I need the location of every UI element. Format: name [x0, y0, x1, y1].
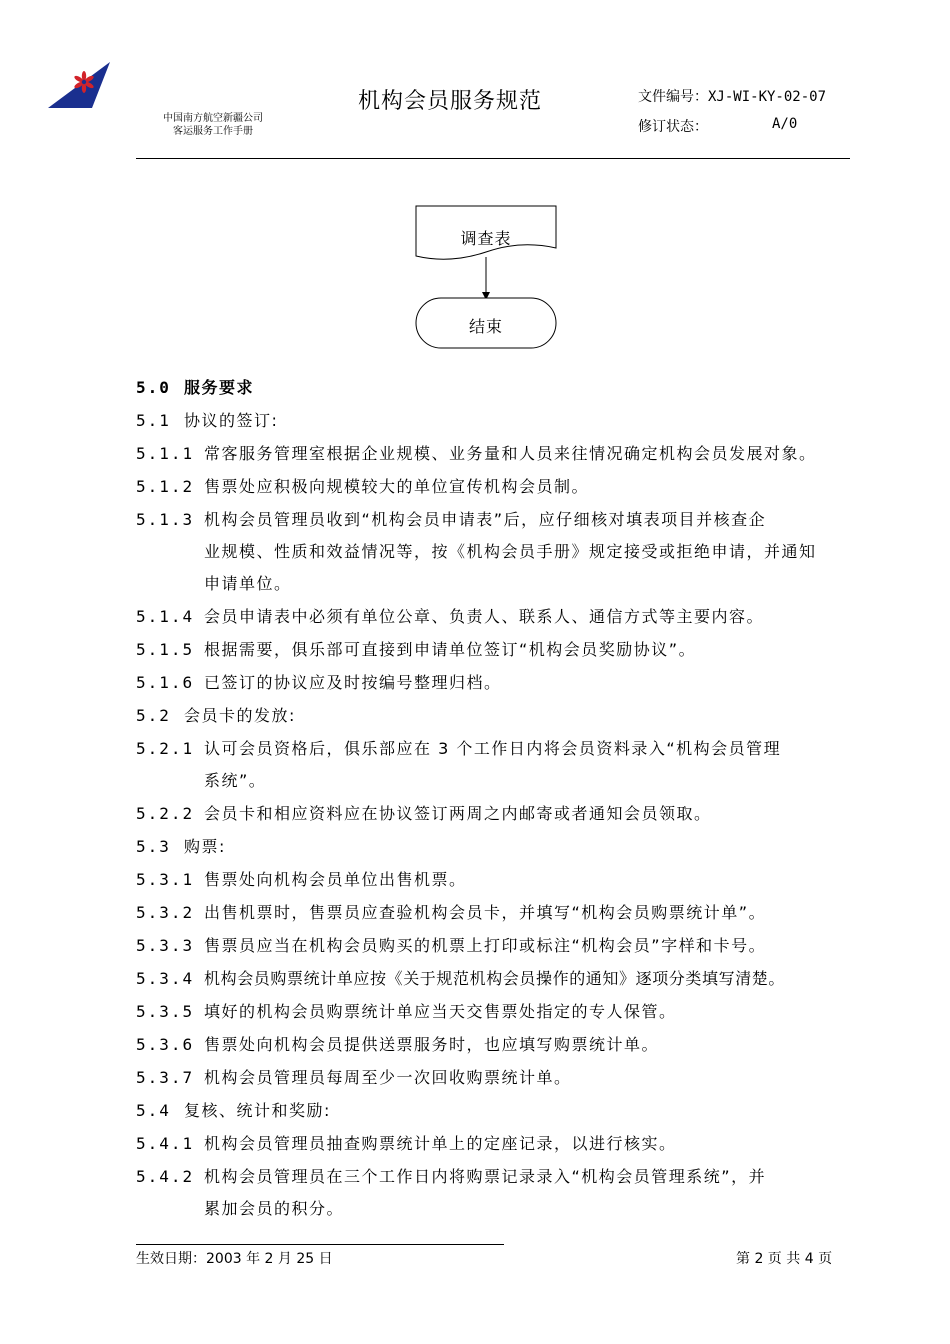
- clause-number: 5.2.1: [136, 739, 195, 758]
- doc-number-label: 文件编号：: [638, 89, 708, 105]
- section-heading: 购票:: [184, 837, 226, 856]
- section-heading: 复核、统计和奖励:: [184, 1101, 331, 1120]
- section-number: 5.2: [136, 706, 171, 725]
- section-number: 5.3: [136, 837, 171, 856]
- clause-text: 机构会员购票统计单应按《关于规范机构会员操作的通知》逐项分类填写清楚。: [204, 969, 786, 988]
- clause-text: 售票处向机构会员提供送票服务时，也应填写购票统计单。: [204, 1035, 660, 1054]
- revision-value: A/0: [772, 116, 798, 132]
- clause-text: 会员申请表中必须有单位公章、负责人、联系人、通信方式等主要内容。: [204, 607, 765, 626]
- revision-label: 修订状态：: [638, 119, 708, 135]
- clause-number: 5.1.5: [136, 640, 195, 659]
- clause-text: 机构会员管理员抽查购票统计单上的定座记录，以进行核实。: [204, 1134, 677, 1153]
- clause-number: 5.2.2: [136, 804, 195, 823]
- doc-number: [638, 86, 826, 106]
- clause-number: 5.1.1: [136, 444, 195, 463]
- clause-text: 售票处向机构会员单位出售机票。: [204, 870, 467, 889]
- clause-number: 5.3.5: [136, 1002, 195, 1021]
- company-line1: 中国南方航空新疆公司: [163, 113, 263, 124]
- section-number: 5.4: [136, 1101, 171, 1120]
- header-divider: [136, 158, 850, 159]
- company-line2: 客运服务工作手册: [173, 126, 253, 137]
- clause-number: 5.3.2: [136, 903, 195, 922]
- clause-number: 5.4.1: [136, 1134, 195, 1153]
- clause-number: 5.3.3: [136, 936, 195, 955]
- page-title: 机构会员服务规范: [358, 89, 543, 114]
- section-heading: 服务要求: [184, 378, 255, 397]
- clause-number: 5.1.3: [136, 510, 195, 529]
- clause-text: 填好的机构会员购票统计单应当天交售票处指定的专人保管。: [204, 1002, 677, 1021]
- clause-text-cont: 业规模、性质和效益情况等，按《机构会员手册》规定接受或拒绝申请，并通知: [204, 542, 817, 561]
- clause-number: 5.1.6: [136, 673, 195, 692]
- clause-number: 5.3.4: [136, 969, 195, 988]
- clause-text: 已签订的协议应及时按编号整理归档。: [204, 673, 502, 692]
- section-heading: 协议的签订:: [184, 411, 279, 430]
- clause-number: 5.3.1: [136, 870, 195, 889]
- clause-text: 售票处应积极向规模较大的单位宣传机构会员制。: [204, 477, 590, 496]
- clause-text: 认可会员资格后，俱乐部应在 3 个工作日内将会员资料录入“机构会员管理: [204, 739, 782, 758]
- clause-text: 根据需要，俱乐部可直接到申请单位签订“机构会员奖励协议”。: [204, 640, 697, 659]
- clause-number: 5.4.2: [136, 1167, 195, 1186]
- clause-number: 5.3.6: [136, 1035, 195, 1054]
- clause-text: 会员卡和相应资料应在协议签订两周之内邮寄或者通知会员领取。: [204, 804, 712, 823]
- company-name: [138, 112, 288, 138]
- clause-text-cont: 系统”。: [204, 771, 267, 790]
- clause-number: 5.1.2: [136, 477, 195, 496]
- footer-divider: [136, 1244, 504, 1245]
- airline-logo: [46, 60, 116, 110]
- doc-number-value: XJ-WI-KY-02-07: [708, 89, 827, 105]
- clause-text: 机构会员管理员每周至少一次回收购票统计单。: [204, 1068, 572, 1087]
- section-number: 5.0: [136, 378, 171, 397]
- clause-number: 5.3.7: [136, 1068, 195, 1087]
- section-heading: 会员卡的发放:: [184, 706, 296, 725]
- clause-text: 常客服务管理室根据企业规模、业务量和人员来往情况确定机构会员发展对象。: [204, 444, 817, 463]
- clause-text: 机构会员管理员收到“机构会员申请表”后，应仔细核对填表项目并核查企: [204, 510, 767, 529]
- section-number: 5.1: [136, 411, 171, 430]
- clause-text: 机构会员管理员在三个工作日内将购票记录录入“机构会员管理系统”，并: [204, 1167, 767, 1186]
- clause-text-cont: 累加会员的积分。: [204, 1199, 345, 1218]
- flow-node-end: 结束: [468, 317, 503, 336]
- clause-number: 5.1.4: [136, 607, 195, 626]
- effective-date: 生效日期：2003 年 2 月 25 日: [136, 1251, 333, 1267]
- flow-node-survey: 调查表: [460, 229, 512, 248]
- clause-text: 出售机票时，售票员应查验机构会员卡，并填写“机构会员购票统计单”。: [204, 903, 767, 922]
- clause-text: 售票员应当在机构会员购买的机票上打印或标注“机构会员”字样和卡号。: [204, 936, 767, 955]
- page-number: 第 2 页 共 4 页: [736, 1251, 833, 1267]
- clause-text-cont: 申请单位。: [204, 574, 292, 593]
